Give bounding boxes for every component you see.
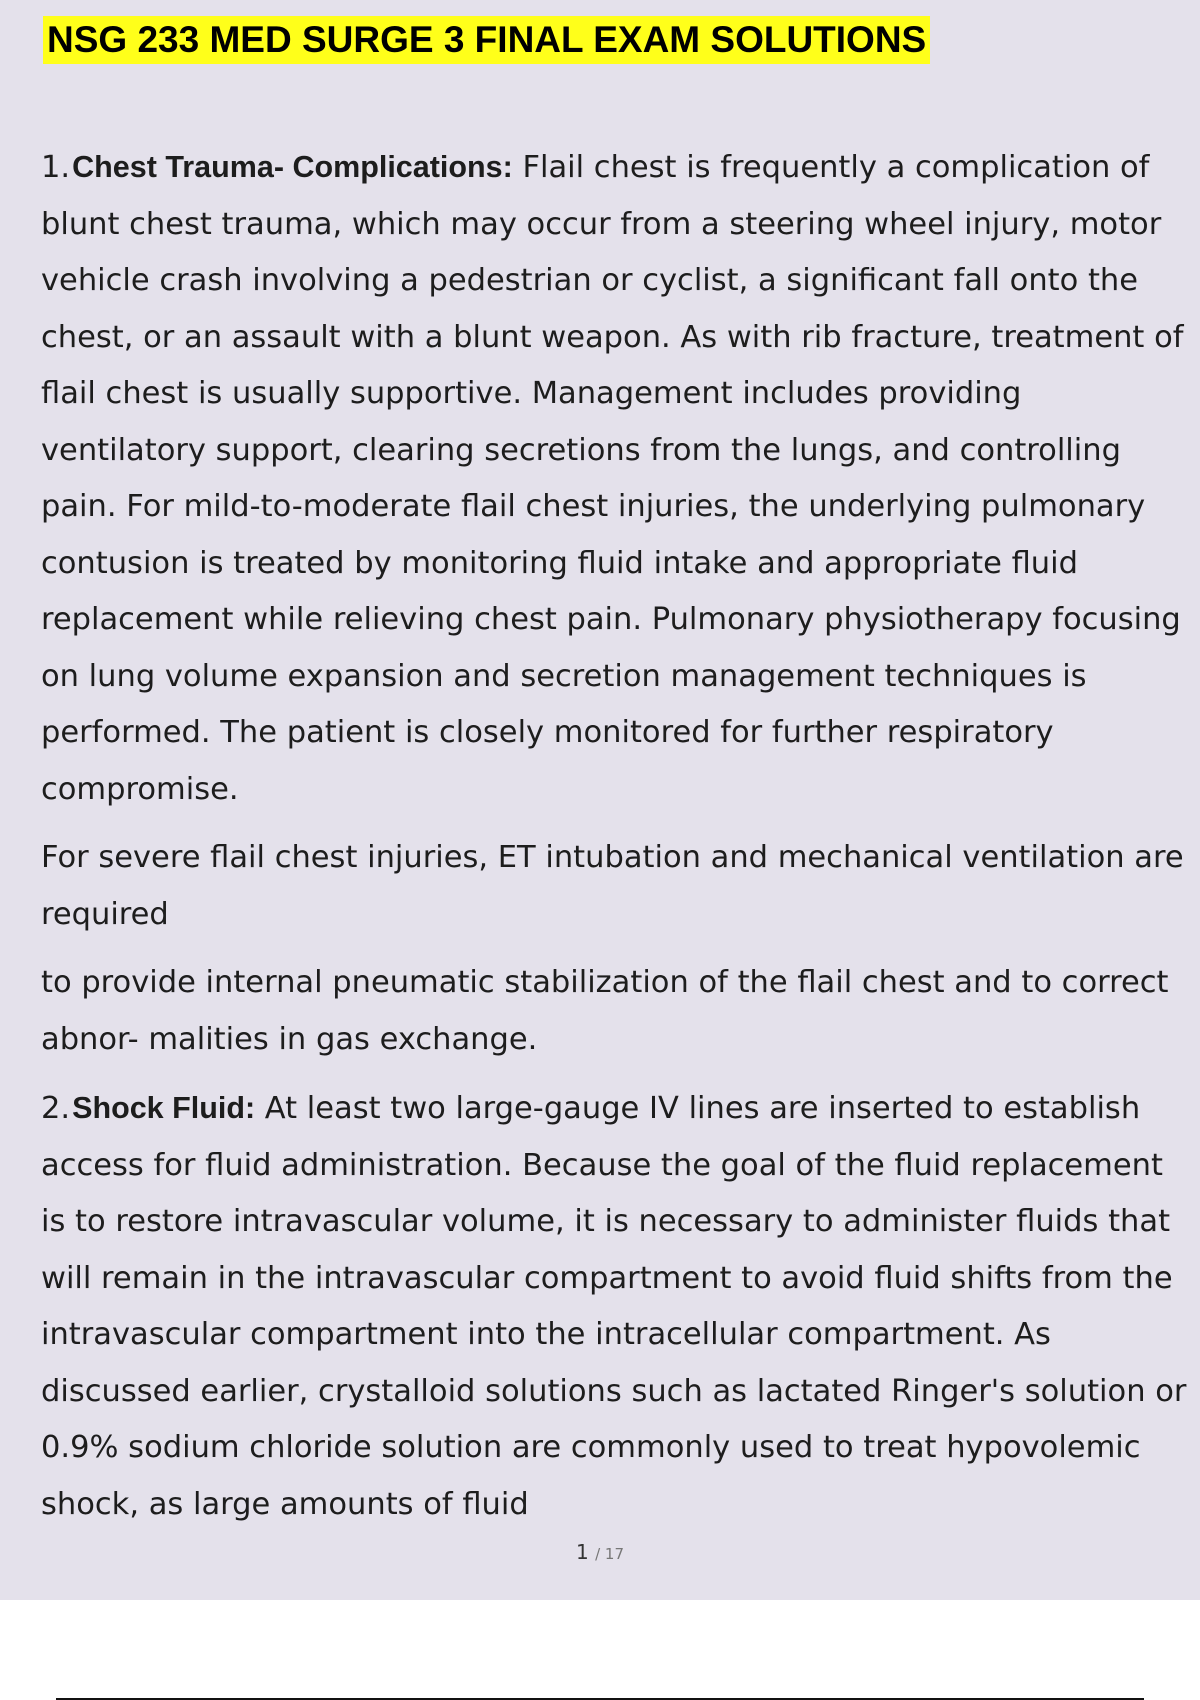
item-1-label: Chest Trauma- Complications: (72, 150, 513, 184)
item-1-paragraph (41, 139, 1193, 818)
item-1-text: Flail chest is frequently a complication of blunt chest trauma, which may occur from a steering wheel injury, motor vehicle crash involving a pedestrian or cyclist, a significant fall onto the chest, or an assault with a blunt weapon. As with rib fracture, treatment of flail chest is usually supportive. Management includes providing ventilatory support, clearing secretions from the lungs, and controlling pain. For mild-to-moderate flail chest injuries, the underlying pulmonary contusion is treated by monitoring fluid intake and appropriate fluid replacement while relieving chest pain. Pulmonary physiotherapy focusing on lung volume expansion and secretion management techniques is performed. The patient is closely monitored for further respiratory compromise. (41, 150, 1184, 807)
item-1-paragraph-2: For severe flail chest injuries, ET intubation and mechanical ventilation are required (41, 840, 1184, 932)
page-number-current: 1 (575, 1540, 589, 1564)
item-2-paragraph (41, 1080, 1193, 1533)
item-2-text: At least two large-gauge IV lines are inserted to establish access for fluid administration. Because the goal of the fluid replacement is to restore intravascular volume, it is necessary to administer fluids that will remain in the intravascular compartment to avoid fluid shifts from the intravascular compartment into the intracellular compartment. As discussed earlier, crystalloid solutions such as lactated Ringer's solution or 0.9% sodium chloride solution are commonly used to treat hypovolemic shock, as large amounts of fluid (41, 1091, 1187, 1522)
document-title: NSG 233 MED SURGE 3 FINAL EXAM SOLUTIONS (43, 16, 930, 64)
item-2-label: Shock Fluid: (72, 1091, 256, 1125)
document-content (41, 139, 1193, 1545)
item-1-paragraph-3: to provide internal pneumatic stabilization of the flail chest and to correct abnor- malities in gas exchange. (41, 965, 1169, 1057)
page-number-total: / 17 (595, 1545, 624, 1563)
item-1-number: 1. (41, 150, 71, 185)
item-2-number: 2. (41, 1091, 71, 1126)
page-number (0, 1540, 1200, 1564)
